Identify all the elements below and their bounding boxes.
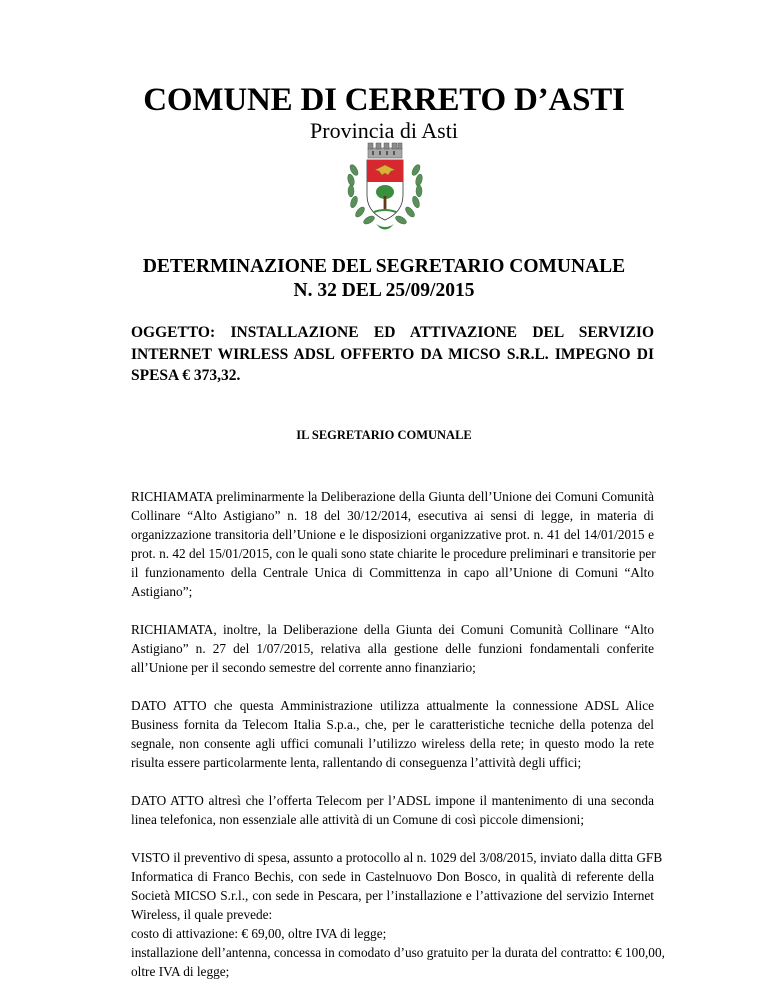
subject-line: OGGETTO: INSTALLAZIONE ED ATTIVAZIONE DEL SERVIZIO [131,324,654,341]
paragraph-line: Informatica di Franco Bechis, con sede in Castelnuovo Don Bosco, in qualità di referente della [131,869,654,884]
paragraph-line: Business fornita da Telecom Italia S.p.a., che, per le caratteristiche tecniche della potenza del [131,717,654,732]
municipal-crest-icon [340,140,430,232]
subject-line: SPESA € 373,32. [131,367,241,384]
paragraph-line: RICHIAMATA, inoltre, la Deliberazione della Giunta dei Comuni Comunità Collinare “Alto [131,622,654,637]
subject-line: INTERNET WIRLESS ADSL OFFERTO DA MICSO S.R.L. IMPEGNO DI [131,345,654,363]
paragraph-visto [131,848,665,981]
paragraph-line: segnale, non consente agli uffici comunali l’utilizzo wireless della rete; in questo modo la rete [131,736,654,751]
determination-number-date: N. 32 DEL 25/09/2015 [293,280,475,301]
paragraph-line: il funzionamento della Centrale Unica di Committenza in capo all’Unione di Comuni “Alto [131,565,654,580]
paragraph-line: Collinare “Alto Astigiano” n. 18 del 30/12/2014, esecutiva ai sensi di legge, in materia di [131,508,654,523]
paragraph-line: DATO ATTO che questa Amministrazione utilizza attualmente la connessione ADSL Alice [131,698,654,713]
paragraph-richiamata [131,487,654,601]
paragraph-line: DATO ATTO altresì che l’offerta Telecom per l’ADSL impone il mantenimento di una seconda [131,793,654,808]
paragraph-line: prot. n. 42 del 15/01/2015, con le quali sono state chiarite le procedure preliminari e transitorie per [131,546,656,561]
paragraph-line: all’Unione per il secondo semestre del corrente anno finanziario; [131,660,476,675]
paragraph-line: organizzazione transitoria dell’Unione e le disposizioni organizzative prot. n. 41 del 14/01/2015 e [131,527,654,542]
paragraph-line: Società MICSO S.r.l., con sede in Pescara, per l’installazione e l’attivazione del servizio Internet [131,888,654,903]
paragraph-richiamata-inoltre [131,620,654,677]
paragraph-line: costo di attivazione: € 69,00, oltre IVA di legge; [131,926,387,941]
paragraph-line: Wireless, il quale prevede: [131,907,273,922]
municipality-title: COMUNE DI CERRETO D’ASTI [143,82,625,118]
paragraph-line: VISTO il preventivo di spesa, assunto a protocollo al n. 1029 del 3/08/2015, inviato dalla ditta GFB [131,850,663,865]
province-subtitle: Provincia di Asti [310,118,458,143]
paragraph-line: RICHIAMATA preliminarmente la Deliberazione della Giunta dell’Unione dei Comuni Comunità [131,489,654,504]
paragraph-line: Astigiano”; [131,584,193,599]
determination-title-line1: DETERMINAZIONE DEL SEGRETARIO COMUNALE [142,256,626,277]
paragraph-line: risulta essere particolarmente lenta, rallentando di conseguenza l’attività degli uffici; [131,755,582,770]
paragraph-line: Astigiano” n. 27 del 1/07/2015, relativa alla gestione delle funzioni fondamentali conferite [131,641,654,656]
section-heading: IL SEGRETARIO COMUNALE [296,428,472,442]
paragraph-line: installazione dell’antenna, concessa in comodato d’uso gratuito per la durata del contratto: € 100,00, [131,945,665,960]
paragraph-line: oltre IVA di legge; [131,964,230,979]
paragraph-dato-atto [131,696,654,772]
determination-title [0,255,768,303]
paragraph-dato-atto-altresi [131,791,654,829]
paragraph-line: linea telefonica, non essenziale alle attività di un Comune di così piccole dimensioni; [131,812,585,827]
subject-block [131,322,654,387]
